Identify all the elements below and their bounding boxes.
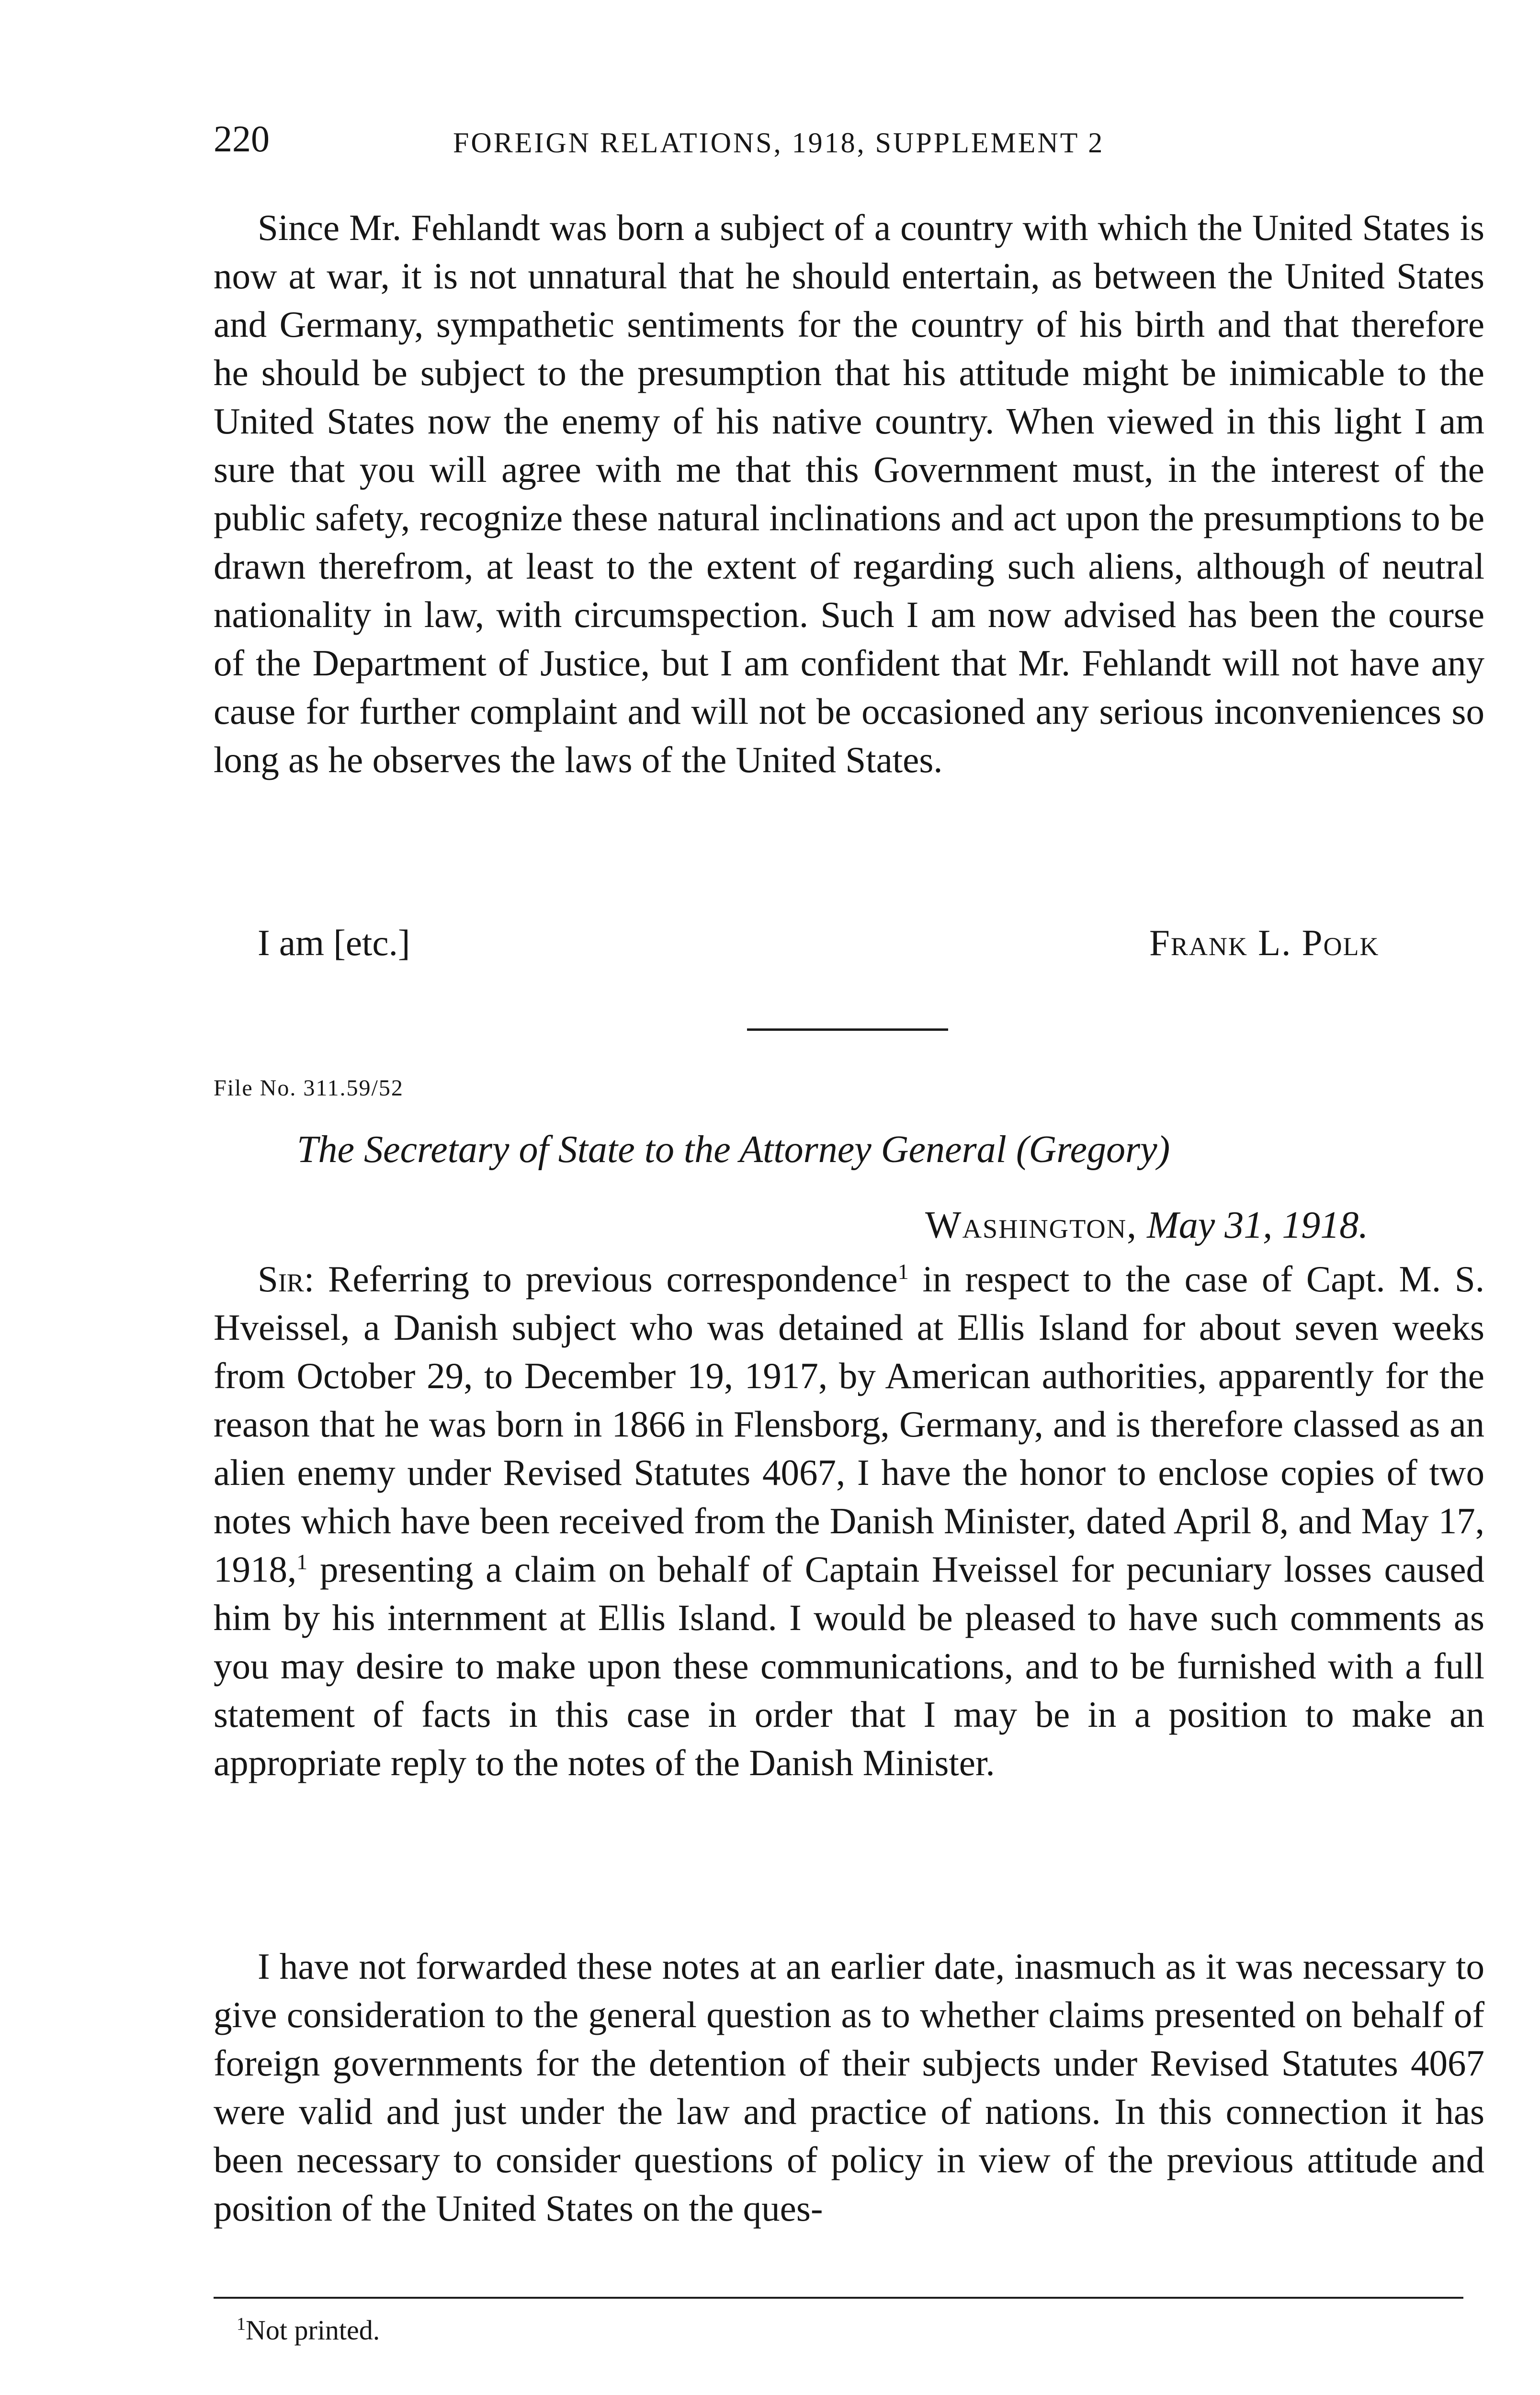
footnote [237, 2310, 380, 2351]
dateline [925, 1199, 1368, 1252]
letter-body-paragraph: Since Mr. Fehlandt was born a subject of a country with which the United States is now at war, it is not unnatural that he should entertain, as between the United States and Germany, sympathetic sentiments for the country of his birth and that therefore he should be subject to the presumption that his attitude might be inimicable to the United States now the enemy of his native country. When viewed in this light I am sure that you will agree with me that this Government must, in the interest of the public safety, recognize these natural inclinations and act upon the presumptions to be drawn therefrom, at least to the extent of regarding such aliens, although of neutral nationality in law, with circumspection. Such I am now advised has been the course of the Department of Justice, but I am confident that Mr. Fehlandt will not have any cause for further complaint and will not be occasioned any serious inconveniences so long as he observes the laws of the United States. [214, 207, 1484, 780]
footnote-reference: 1 [897, 1259, 909, 1284]
paragraph-text-part-3: presenting a claim on behalf of Captain Hveissel for pecuniary losses caused him by his internment at Ellis Island. I would be pleased to have such comments as you may desire to make upon these communications, and to be furnished with a full statement of facts in this case in order that I may be in a position to make an appropriate reply to the notes of the Danish Minister. [214, 1549, 1484, 1783]
running-head: FOREIGN RELATIONS, 1918, SUPPLEMENT 2 [453, 127, 1105, 159]
letter-signature: Frank L. Polk [1149, 922, 1380, 963]
letter-closing: I am [etc.] [258, 922, 410, 963]
document-title: The Secretary of State to the Attorney General (Gregory) [297, 1129, 1170, 1171]
footnote-rule [214, 2297, 1463, 2299]
dateline-place: Washington, [925, 1204, 1138, 1246]
letter-paragraph-2: I have not forwarded these notes at an earlier date, inasmuch as it was necessary to give consideration to the general question as to whether claims presented on behalf of foreign governments for the detention of their subjects under Revised Statutes 4067 were valid and just under the law and practice of nations. In this connection it has been necessary to consider questions of policy in view of the previous attitude and position of the United States on the ques- [214, 1946, 1484, 2229]
page-header [214, 115, 1257, 163]
dateline-date: May 31, 1918. [1147, 1204, 1369, 1246]
footnote-text: Not printed. [246, 2315, 380, 2346]
salutation: Sir: [258, 1258, 315, 1300]
letter-paragraph-1 [214, 1255, 1484, 1787]
page-number: 220 [214, 118, 270, 160]
paragraph-text-part-2: in respect to the case of Capt. M. S. Hveissel, a Danish subject who was detained at Ellis Island for about seven weeks from October 29, to December 19, 1917, by American authorities, apparently for the reason that he was born in 1866 in Flensborg, Germany, and is therefore classed as an alien enemy under Revised Statutes 4067, I have the honor to enclose copies of two notes which have been received from the Danish Minister, dated April 8, and May 17, 1918, [214, 1258, 1484, 1590]
file-number: File No. 311.59/52 [214, 1075, 404, 1101]
section-divider [747, 1028, 948, 1031]
paragraph-text-part-1: Referring to previous correspondence [314, 1258, 898, 1300]
footnote-marker: 1 [237, 2314, 246, 2334]
footnote-reference: 1 [296, 1550, 308, 1574]
